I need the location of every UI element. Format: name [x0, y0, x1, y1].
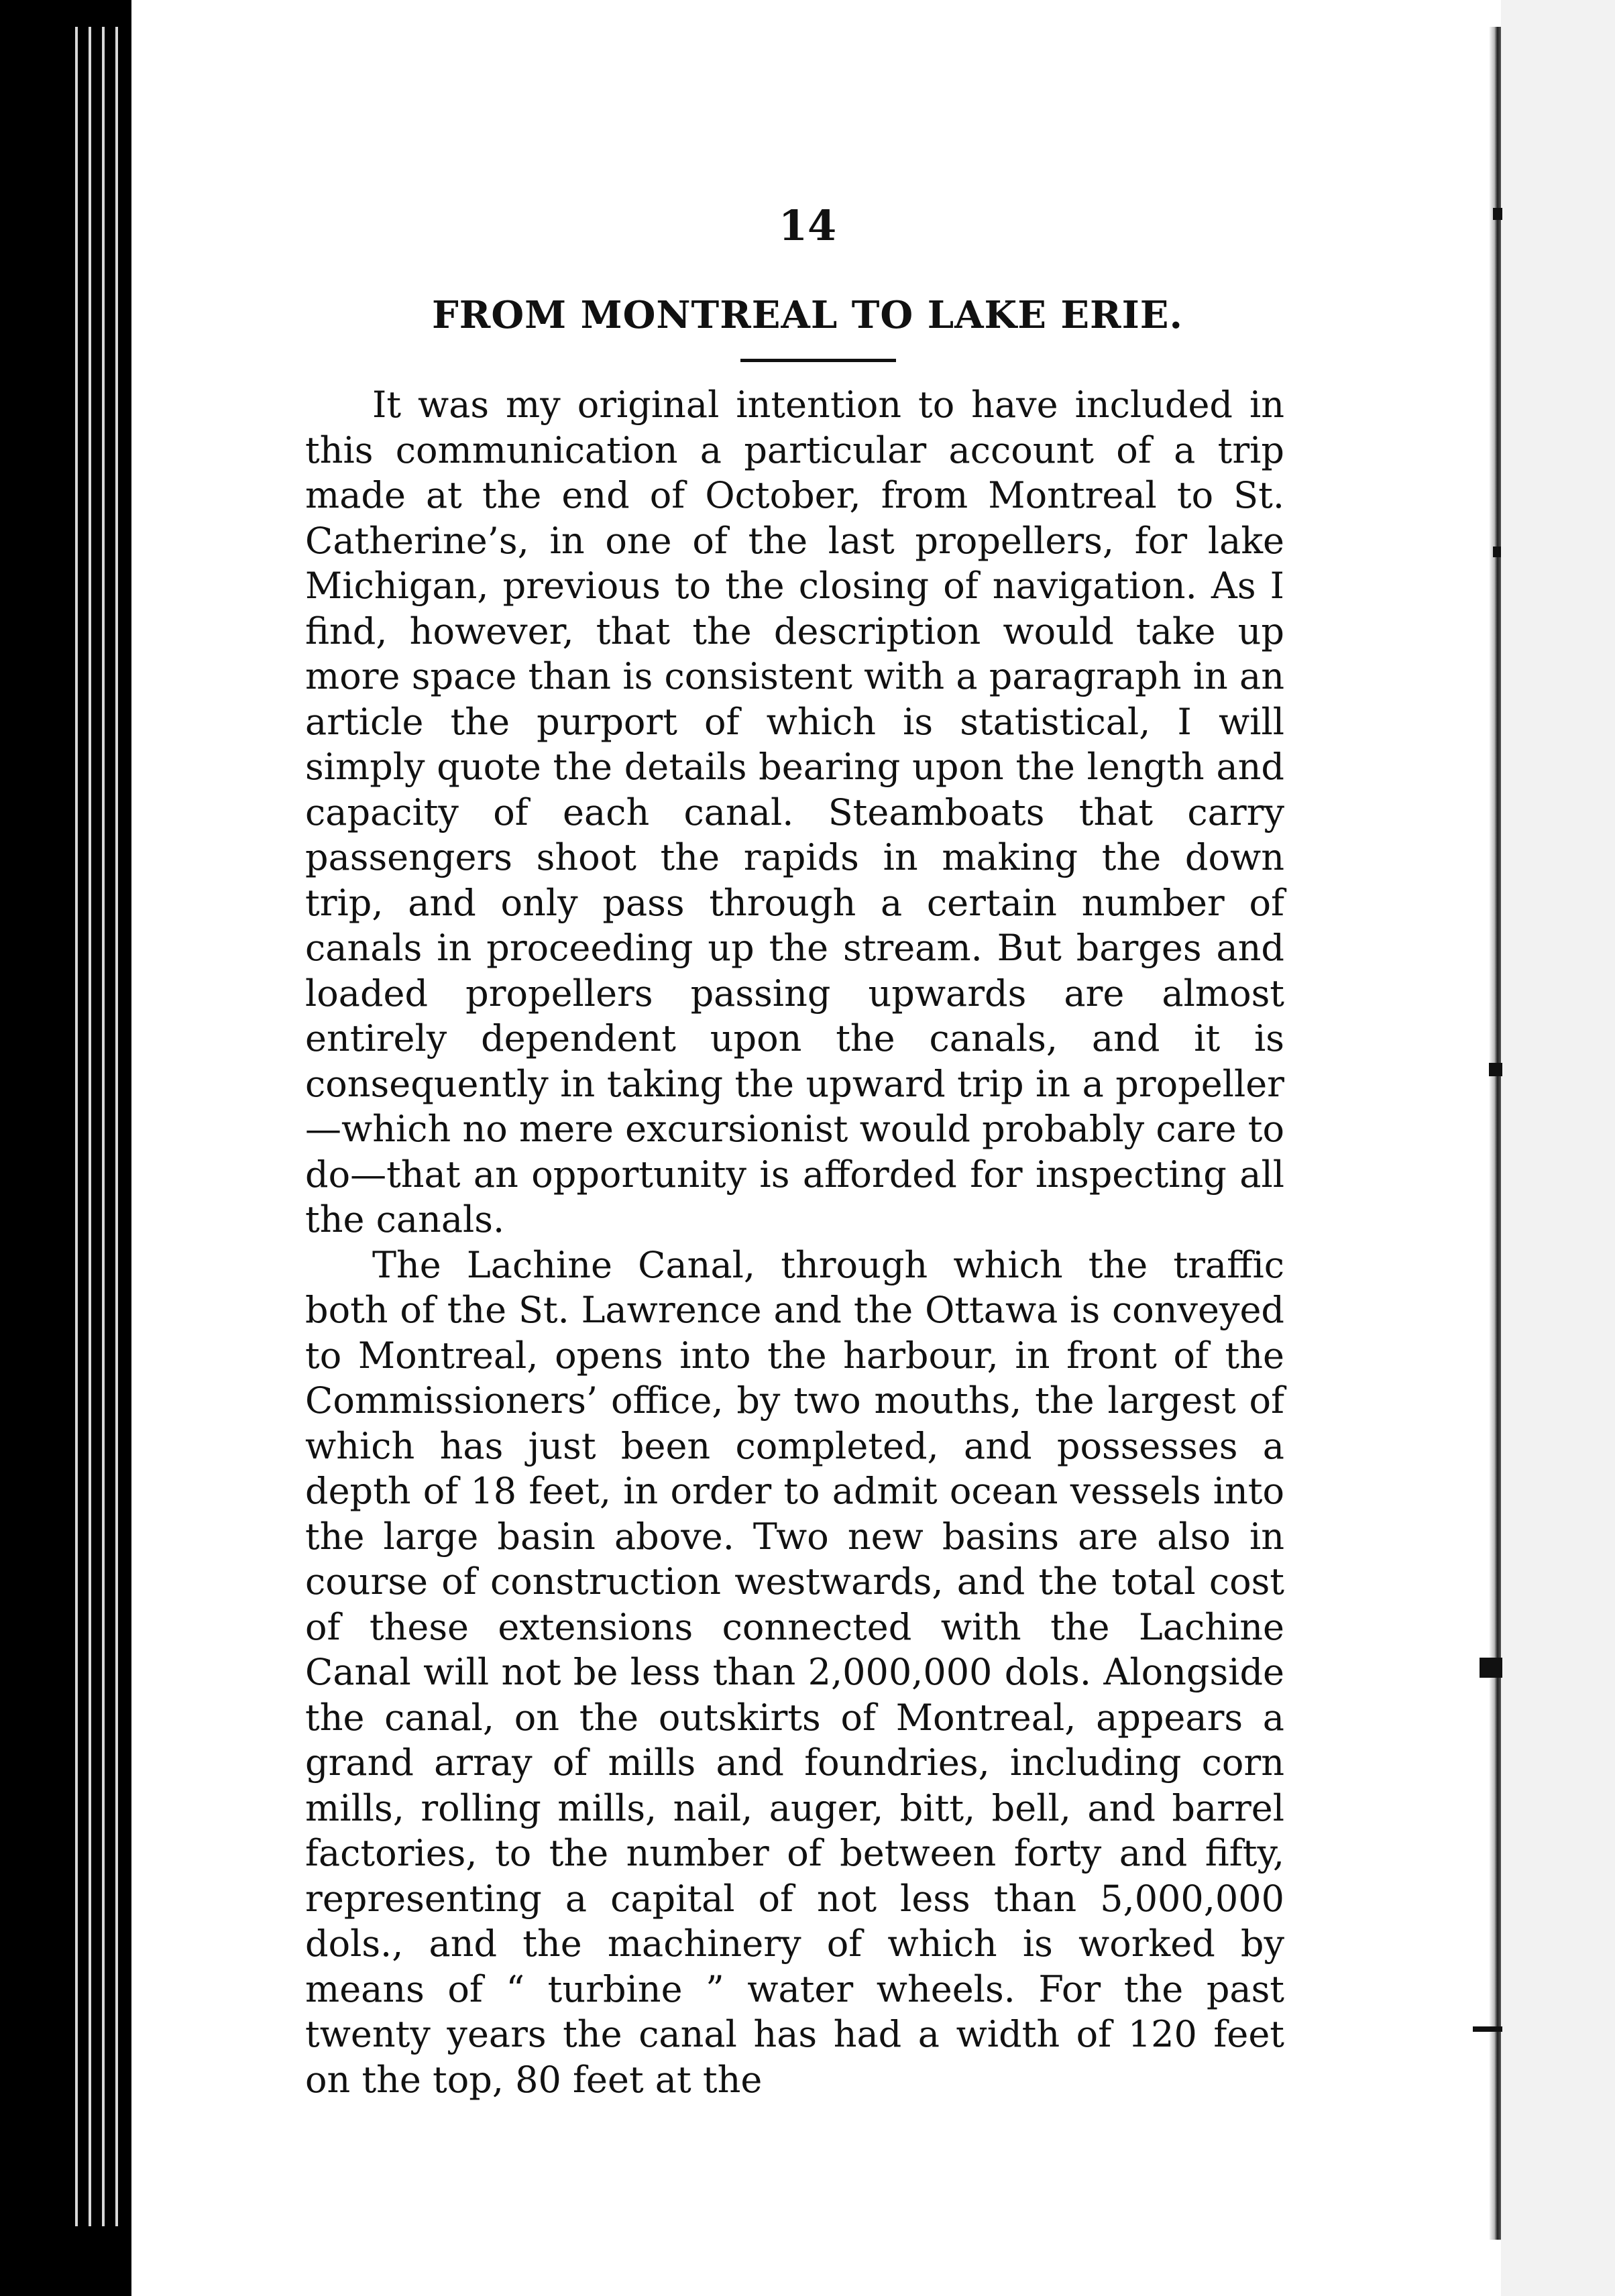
binding-mark [1480, 1658, 1502, 1678]
title-rule [740, 359, 896, 362]
binding-mark [1489, 1063, 1502, 1076]
paragraph: The Lachine Canal, through which the traffic both of the St. Lawrence and the Ottawa is conveyed to Montreal, opens into the harbour, in front of the Commissioners’ office, by two mouths, the largest of which has just been completed, and possesses a depth of 18 feet, in order to admit ocean vessels into the large basin above. Two new basins are also in course of construction westwards, and the total cost of these extensions connected with the Lachine Canal will not be less than 2,000,000 dols. Alongside the canal, on the outskirts of Montreal, appears a grand array of mills and foundries, including corn mills, rolling mills, nail, auger, bitt, bell, and barrel factories, to the number of between forty and fifty, representing a capital of not less than 5,000,000 dols., and the machinery of which is worked by means of “ turbine ” water wheels. For the past twenty years the canal has had a width of 120 feet on the top, 80 feet at the [305, 1243, 1284, 2101]
facing-page-edge [1501, 0, 1615, 2296]
page-number: 14 [778, 201, 837, 250]
body-text [305, 382, 1284, 2102]
paragraph: It was my original intention to have included in this communication a particular account of a trip made at the end of October, from Montreal to St. Catherine’s, in one of the last propellers, for lake Michigan, previous to the closing of navigation. As I find, however, that the description would take up more space than is consistent with a paragraph in an article the purport of which is statistical, I will simply quote the details bearing upon the length and capacity of each canal. Steamboats that carry passengers shoot the rapids in making the down trip, and only pass through a certain number of canals in proceeding up the stream. But barges and loaded propellers passing upwards are almost entirely dependent upon the canals, and it is consequently in taking the upward trip in a propeller —which no mere excursionist would probably care to do—that an opportunity is afforded for inspecting all the canals. [305, 384, 1284, 1241]
page-stack-edge [75, 27, 78, 2226]
page-gutter [1489, 27, 1501, 2240]
page-stack-edge [89, 27, 91, 2226]
chapter-title: FROM MONTREAL TO LAKE ERIE. [432, 293, 1183, 337]
page-stack-edge [115, 27, 118, 2226]
binding-mark [1493, 547, 1501, 557]
binding-mark [1473, 2026, 1502, 2032]
page-stack-edge [102, 27, 105, 2226]
